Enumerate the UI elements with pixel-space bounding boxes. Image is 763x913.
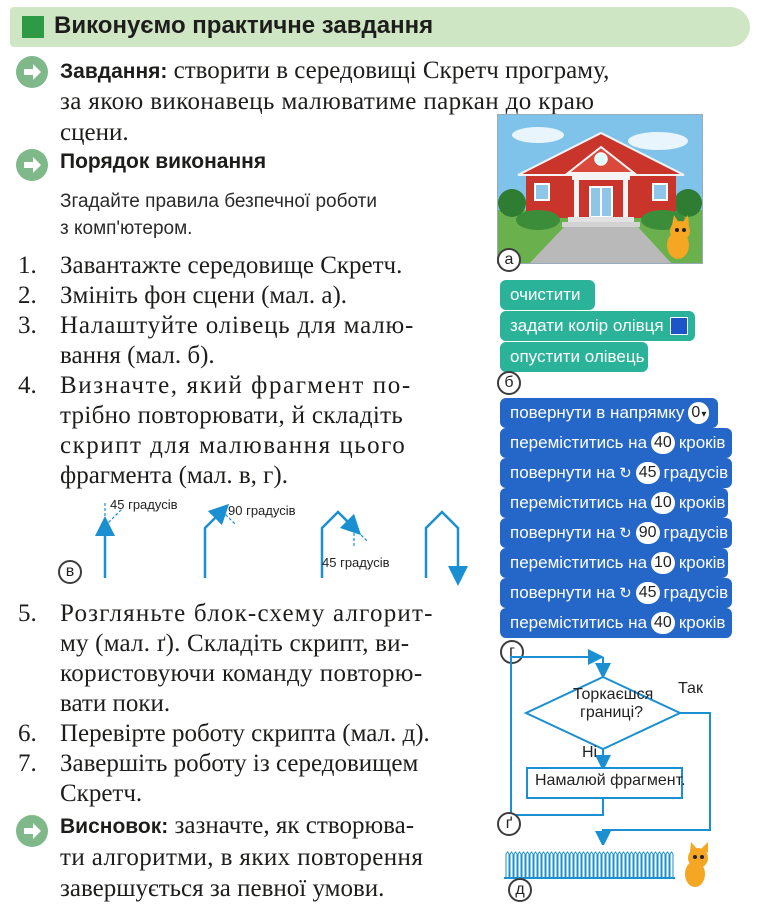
step-text: му (мал. ґ). Складіть скрипт, ви- [60,630,410,657]
task-line-2: за якою виконавець малюватиме паркан до краю [60,88,595,115]
block-value: 10 [651,492,675,514]
block-unit: кроків [678,613,726,632]
block-move-steps [500,608,732,638]
block-value: 10 [651,552,675,574]
flowchart-diagram [505,645,725,845]
block-turn-right [500,458,732,488]
fence-picket [602,852,605,878]
block-move-steps [500,428,732,458]
block-unit: кроків [678,433,726,452]
flowchart-condition: Торкаєшся [573,686,654,703]
block-label: очистити [510,285,581,304]
step-text: Визначте, який фрагмент по- [60,372,412,399]
step-number: 2. [18,282,37,309]
fence-picket [558,852,561,878]
step-text: Перевірте роботу скрипта (мал. д). [60,720,430,747]
school-backdrop-picture [498,115,703,264]
section-title: Виконуємо практичне завдання [54,12,434,39]
fence-picket [570,852,573,878]
fence-picket [518,852,521,878]
block-turn-right [500,578,732,608]
arrow-right-icon [16,149,48,181]
scene-backdrop-image [497,114,703,264]
step-text: Змініть фон сцени (мал. а). [60,282,348,309]
block-value: 40 [651,432,675,454]
step-number: 5. [18,600,37,627]
step-text: трібно повторювати, й складіть [60,402,404,429]
color-swatch-icon [670,317,688,335]
step-text: фрагмента (мал. в, г). [60,462,288,489]
fence-picket [506,852,509,878]
fence-picket [630,852,633,878]
block-value: 45 [636,582,660,604]
fence-picket [642,852,645,878]
block-unit: кроків [678,493,726,512]
fence-picket [554,852,557,878]
fence-picket [590,852,593,878]
flowchart-yes-label: Так [678,680,703,697]
step-text: вання (мал. б). [60,342,215,369]
fence-picket [646,852,649,878]
fence-picket [586,852,589,878]
step-text: Налаштуйте олівець для малю- [60,312,415,339]
step-text: Розгляньте блок-схему алгорит- [60,600,434,627]
fence-picket [618,852,621,878]
rotate-clockwise-icon: ↻ [619,525,632,542]
block-value: 45 [636,462,660,484]
block-clear [500,280,595,310]
block-label: опустити олівець [510,347,645,366]
fence-picket [662,852,665,878]
flowchart-condition: границі? [580,704,644,721]
conclusion-paragraph [60,810,500,904]
fence-picket [562,852,565,878]
fence-picket [666,852,669,878]
step-number: 1. [18,252,37,279]
fence-picket [594,852,597,878]
block-unit: градусів [663,463,729,482]
task-line-1: створити в середовищі Скретч програму, [173,57,610,84]
order-heading: Порядок виконання [60,150,267,173]
block-unit: кроків [678,553,726,572]
fence-picket [614,852,617,878]
block-label: повернути в напрямку [510,403,685,422]
conclusion-line-1: зазначте, як створюва- [174,812,415,839]
fence-picket [530,852,533,878]
figure-label-gg: ґ [497,812,521,836]
block-unit: градусів [663,583,729,602]
flowchart-no-label: Ні [582,744,598,761]
figure-label-g: г [500,640,524,664]
rotate-clockwise-icon: ↻ [619,585,632,602]
block-value [688,402,709,424]
fence-picket [658,852,661,878]
step-number: 7. [18,750,37,777]
step-text: вати поки. [60,690,171,717]
angle-label: 45 градусів [110,497,178,512]
conclusion-line-2: ти алгоритми, в яких повторення [60,844,424,871]
flowchart-action: Намалюй фрагмент. [535,772,686,789]
step-number: 6. [18,720,37,747]
figure-label-b: б [497,371,521,395]
block-move-steps [500,548,728,578]
fence-result-picture [500,840,730,900]
block-value: 40 [651,612,675,634]
fence-picket [574,852,577,878]
section-header [10,7,750,47]
fence-picket [542,852,545,878]
fence-picket [670,852,673,878]
task-label: Завдання: [60,60,168,83]
conclusion-line-3: завершується за певної умови. [60,875,385,902]
block-set-pen-color [500,311,695,341]
angle-label: 90 градусів [228,503,296,518]
step-number: 4. [18,372,37,399]
fence-picket [550,852,553,878]
fence-picket [514,852,517,878]
figure-label-v: в [58,560,82,584]
block-label: переміститись на [510,433,648,452]
fence-picket [546,852,549,878]
fence-picket [598,852,601,878]
conclusion-label: Висновок: [60,815,169,838]
angle-label: 45 градусів [322,555,390,570]
fence-picket [610,852,613,878]
block-point-in-direction [500,398,718,428]
safety-note [60,188,460,242]
step-number: 3. [18,312,37,339]
fence-picket [634,852,637,878]
block-label: повернути на [510,523,616,542]
block-value: 90 [636,522,660,544]
fence-picket [522,852,525,878]
fence-picket [638,852,641,878]
fence-picket [626,852,629,878]
section-marker-icon [22,16,44,38]
arrow-right-icon [16,56,48,88]
fence-picket [534,852,537,878]
block-label: переміститись на [510,553,648,572]
safety-line-1: Згадайте правила безпечної роботи [60,191,377,212]
task-line-3: сцени. [60,119,129,146]
step-text: Скретч. [60,780,143,807]
fence-picket [622,852,625,878]
dropdown-arrow-icon: ▾ [701,408,707,420]
block-pen-down [500,342,648,372]
block-unit: градусів [663,523,729,542]
fence-picket [650,852,653,878]
arrow-right-icon [16,815,48,847]
figure-label-d: д [508,878,532,902]
rotate-clockwise-icon: ↻ [619,465,632,482]
block-label: повернути на [510,463,616,482]
step-text: Завершіть роботу із середовищем [60,750,419,777]
step-text: Завантажте середовище Скретч. [60,252,403,279]
block-move-steps [500,488,728,518]
fence-picket [606,852,609,878]
block-label: повернути на [510,583,616,602]
fence-picket [566,852,569,878]
fence-picket [510,852,513,878]
fence-picket [582,852,585,878]
step-text: скрипт для малювання цього [60,432,407,459]
fence-picket [578,852,581,878]
value-text: 0 [691,403,701,421]
fence-picket [538,852,541,878]
figure-label-a: а [497,248,521,272]
fence-picket [526,852,529,878]
safety-line-2: з комп'ютером. [60,218,193,239]
fence-picket [654,852,657,878]
step-text: користовуючи команду повторю- [60,660,423,687]
block-label: переміститись на [510,613,648,632]
block-label: задати колір олівця [510,316,664,335]
block-turn-right [500,518,732,548]
block-label: переміститись на [510,493,648,512]
